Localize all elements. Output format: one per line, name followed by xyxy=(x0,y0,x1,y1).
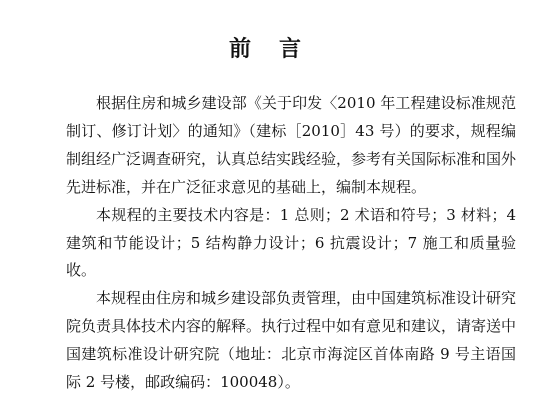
paragraph-main-contents: 本规程的主要技术内容是：1 总则；2 术语和符号；3 材料；4 建筑和节能设计；5 结构静力设计；6 抗震设计；7 施工和质量验收。 xyxy=(66,205,516,280)
page-title: 前言 xyxy=(228,37,329,62)
paragraph-compilation-basis: 根据住房和城乡建设部《关于印发〈2010 年工程建设标准规范制订、修订计划〉的通知》（建标［2010］43 号）的要求，规程编制组经广泛调查研究，认真总结实践经验，参考有关国际标准和国外先进标准，并在广泛征求意见的基础上，编制本规程。 xyxy=(66,94,517,196)
paragraph-management-contact: 本规程由住房和城乡建设部负责管理，由中国建筑标准设计研究院负责具体技术内容的解释。执行过程中如有意见和建议，请寄送中国建筑标准设计研究院（地址：北京市海淀区首体南路 9 号主语国际 2 号楼，邮政编码：100048）。 xyxy=(66,289,517,392)
preface-body xyxy=(66,90,516,397)
